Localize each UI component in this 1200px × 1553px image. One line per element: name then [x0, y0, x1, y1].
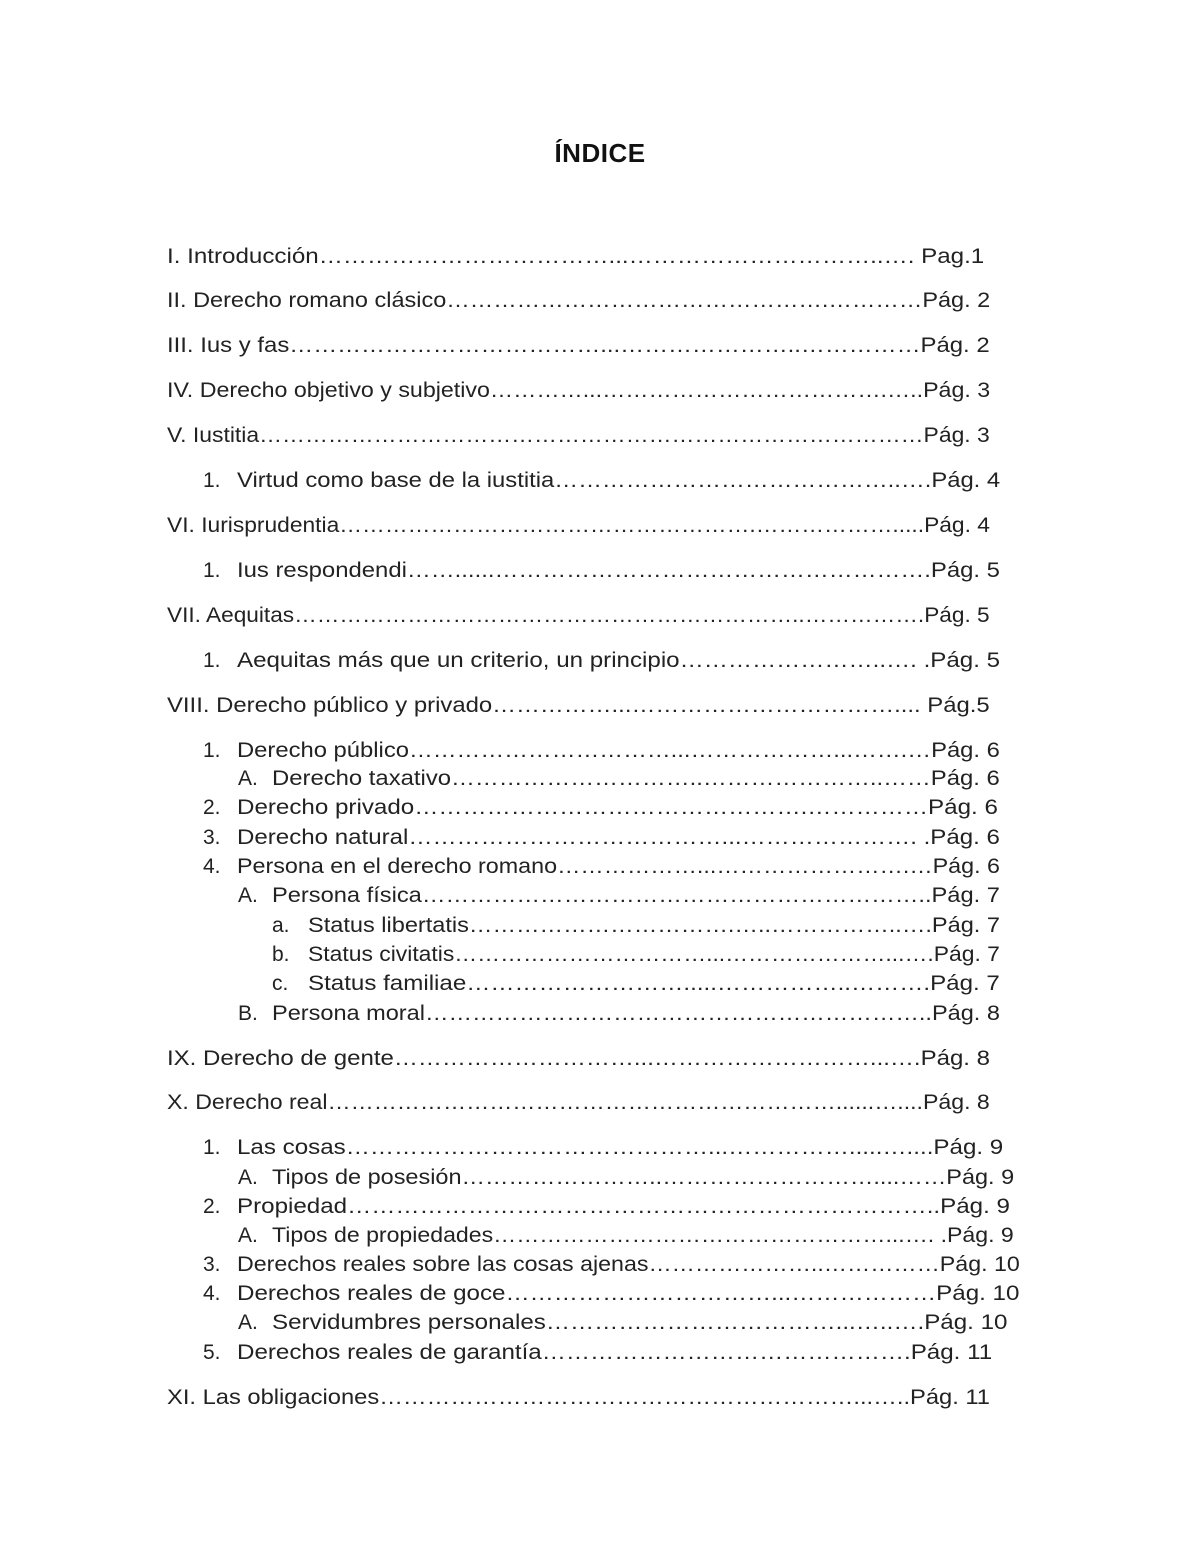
- toc-entry-marker: A.: [238, 767, 258, 790]
- toc-entry-text: Status libertatis…………………………….…..……………..….Pág. 7: [308, 914, 1000, 937]
- toc-entry-text: VII. Aequitas…………………………………………………………..…………….Pág. 5: [167, 604, 990, 627]
- toc-entry-marker: 1.: [203, 1136, 221, 1159]
- toc-entry-text: VI. Iurisprudentia……………………………………………….……………….....Pág. 4: [167, 514, 990, 537]
- toc-entry-text: Derechos reales sobre las cosas ajenas…………………..……………Pág. 10: [237, 1253, 1020, 1276]
- toc-entry-marker: 3.: [203, 826, 221, 849]
- toc-entry-marker: A.: [238, 1166, 258, 1189]
- toc-entry-text: Persona moral………………………………………………………..Pág. 8: [272, 1002, 1000, 1025]
- toc-entry-marker: 1.: [203, 649, 221, 672]
- toc-entry-text: Persona en el derecho romano………………...…………………….…Pág. 6: [237, 855, 1001, 878]
- toc-entry-text: XI. Las obligaciones……………………………………………………...…..Pág. 11: [167, 1386, 991, 1409]
- toc-entry-marker: b.: [272, 943, 290, 966]
- toc-entry-marker: 2.: [203, 796, 221, 819]
- toc-entry-marker: B.: [238, 1002, 258, 1025]
- toc-entry-marker: 2.: [203, 1195, 221, 1218]
- toc-entry-text: Derecho natural…………………………………...…………………. .Pág. 6: [237, 826, 1000, 849]
- toc-entry-marker: A.: [238, 1311, 258, 1334]
- toc-entry-text: II. Derecho romano clásico………………………………………….…………Pág. 2: [167, 289, 991, 312]
- toc-entry-marker: 4.: [203, 855, 221, 878]
- page-title: ÍNDICE: [554, 138, 646, 168]
- toc-entry-text: Virtud como base de la iustitia……………………………………..….Pág. 4: [237, 469, 1001, 492]
- toc-entry-text: I. Introducción………………………………...…………………………..…. Pag.1: [167, 245, 985, 268]
- toc-entry-marker: A.: [238, 1224, 258, 1247]
- toc-entry-marker: 5.: [203, 1341, 221, 1364]
- toc-entry-marker: a.: [272, 914, 290, 937]
- toc-entry-marker: c.: [272, 972, 289, 995]
- toc-entry-text: Ius respondendi……......……………………………………………….Pág. 5: [237, 559, 1000, 582]
- toc-entry-marker: 3.: [203, 1253, 221, 1276]
- toc-entry-text: Status familiae……………………….....……………..……….Pág. 7: [308, 972, 1000, 995]
- toc-entry-text: IX. Derecho de gente…………………………...………………………...….Pág. 8: [167, 1047, 990, 1070]
- toc-entry-text: Propiedad………………………………………………………………..Pág. 9: [237, 1195, 1010, 1218]
- toc-entry-text: Aequitas más que un criterio, un principio……………………..…. .Pág. 5: [237, 649, 1001, 672]
- toc-entry-text: Derecho taxativo…………………………..…………………..……Pág. 6: [272, 767, 1000, 790]
- toc-entry-text: VIII. Derecho público y privado……………...…………………………….... Pág.5: [167, 694, 990, 717]
- toc-entry-marker: 4.: [203, 1282, 221, 1305]
- toc-entry-text: X. Derecho real…………………………………………………………......…....Pág. 8: [167, 1091, 990, 1114]
- toc-entry-text: III. Ius y fas…………………………………...…………………..……………Pág. 2: [167, 334, 990, 357]
- toc-entry-text: V. Iustitia……………………………………………………………………………Pág. 3: [167, 424, 990, 447]
- toc-entry-marker: 1.: [203, 469, 221, 492]
- toc-entry-text: Tipos de posesión……………………..………………………....……Pág. 9: [272, 1166, 1015, 1189]
- toc-entry-text: Status civitatis……………………………...…………………...….Pág. 7: [308, 943, 1000, 966]
- toc-entry-marker: A.: [238, 884, 258, 907]
- toc-entry-text: Derecho privado………………………………………….……………Pág. 6: [237, 796, 998, 819]
- toc-entry-marker: 1.: [203, 739, 221, 762]
- toc-entry-text: Servidumbres personales………………………………...…..….Pág. 10: [272, 1311, 1008, 1334]
- toc-entry-text: Derecho público……………………………...………………...…….…Pág. 6: [237, 739, 1000, 762]
- toc-entry-text: Persona física………………………………………………………..Pág. 7: [272, 884, 1000, 907]
- toc-entry-marker: 1.: [203, 559, 221, 582]
- toc-entry-text: Tipos de propiedades……………………………………………...…. .Pág. 9: [272, 1224, 1014, 1247]
- toc-entry-text: IV. Derecho objetivo y subjetivo…………...……………………………….…..Pág. 3: [167, 379, 991, 402]
- toc-entry-text: Las cosas………………………………………...…………….....…....Pág. 9: [237, 1136, 1004, 1159]
- toc-entry-text: Derechos reales de garantía……………………………………….Pág. 11: [237, 1341, 993, 1364]
- toc-entry-text: Derechos reales de goce……………………………...………………Pág. 10: [237, 1282, 1020, 1305]
